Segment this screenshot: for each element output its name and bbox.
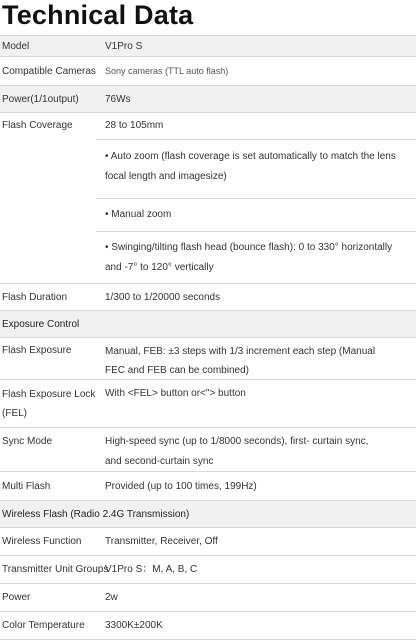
spec-row-model	[0, 35, 416, 57]
spec-label: Compatible Cameras	[2, 66, 96, 77]
spec-value: V1Pro S	[105, 41, 143, 52]
spec-label: Sync Mode	[2, 436, 53, 447]
spec-label: Multi Flash	[2, 481, 51, 492]
spec-row-duration	[0, 284, 416, 311]
spec-row-power-output	[0, 86, 416, 113]
spec-row-fe-lock	[0, 380, 416, 428]
spec-label: Wireless Function	[2, 536, 82, 547]
list-item	[96, 199, 416, 232]
spec-label: Flash Coverage	[2, 120, 73, 131]
bullet-text: • Swinging/tilting flash head (bounce flash): 0 to 330° horizontally and -7° to 120° vertically	[105, 242, 393, 273]
spec-row-color-temp	[0, 612, 416, 640]
spec-value: 1/300 to 1/20000 seconds	[105, 292, 221, 303]
spec-value: Transmitter, Receiver, Off	[105, 536, 218, 547]
spec-row-sync	[0, 428, 416, 472]
spec-value: 28 to 105mm	[105, 120, 164, 131]
spec-value: 3300K±200K	[105, 620, 163, 631]
coverage-bullets	[96, 139, 416, 284]
spec-label: Color Temperature	[2, 620, 85, 631]
list-item	[96, 232, 416, 284]
spec-value: High-speed sync (up to 1/8000 seconds), first- curtain sync, and second-curtain sync	[105, 436, 369, 467]
page-title: Technical Data	[2, 0, 194, 30]
spec-value: Sony cameras (TTL auto flash)	[105, 66, 229, 76]
spec-row-cameras	[0, 57, 416, 86]
spec-value: Manual, FEB: ±3 steps with 1/3 increment each step (Manual FEC and FEB can be combined)	[105, 346, 376, 376]
spec-label: Transmitter Unit Groups	[2, 564, 109, 575]
bullet-text: • Manual zoom	[105, 209, 172, 220]
spec-label: Model	[2, 41, 30, 52]
spec-value: V1Pro S：M, A, B, C	[105, 564, 198, 575]
section-header-exposure	[0, 311, 416, 338]
spec-value: 76Ws	[105, 94, 131, 105]
spec-row-multi	[0, 472, 416, 501]
section-header-wireless	[0, 501, 416, 528]
bullet-text: • Auto zoom (flash coverage is set automatically to match the lens focal length and imagesize)	[105, 151, 396, 182]
spec-row-coverage	[0, 113, 416, 284]
list-item	[96, 140, 416, 199]
spec-label: Flash Exposure	[2, 345, 72, 356]
spec-row-groups	[0, 556, 416, 584]
spec-row-wireless-function	[0, 528, 416, 556]
section-title: Exposure Control	[2, 319, 80, 330]
spec-value: With <FEL> button or<"> button	[105, 388, 246, 399]
spec-row-flash-exposure	[0, 338, 416, 380]
spec-value: 2w	[105, 592, 118, 603]
spec-label: Flash Duration	[2, 292, 68, 303]
spec-row-power	[0, 584, 416, 612]
spec-label: Power	[2, 592, 31, 603]
section-title: Wireless Flash (Radio 2.4G Transmission)	[2, 509, 190, 520]
spec-table	[0, 35, 416, 640]
spec-value: Provided (up to 100 times, 199Hz)	[105, 481, 257, 492]
spec-label: Power(1/1output)	[2, 94, 79, 105]
spec-label: Flash Exposure Lock (FEL)	[2, 389, 96, 419]
